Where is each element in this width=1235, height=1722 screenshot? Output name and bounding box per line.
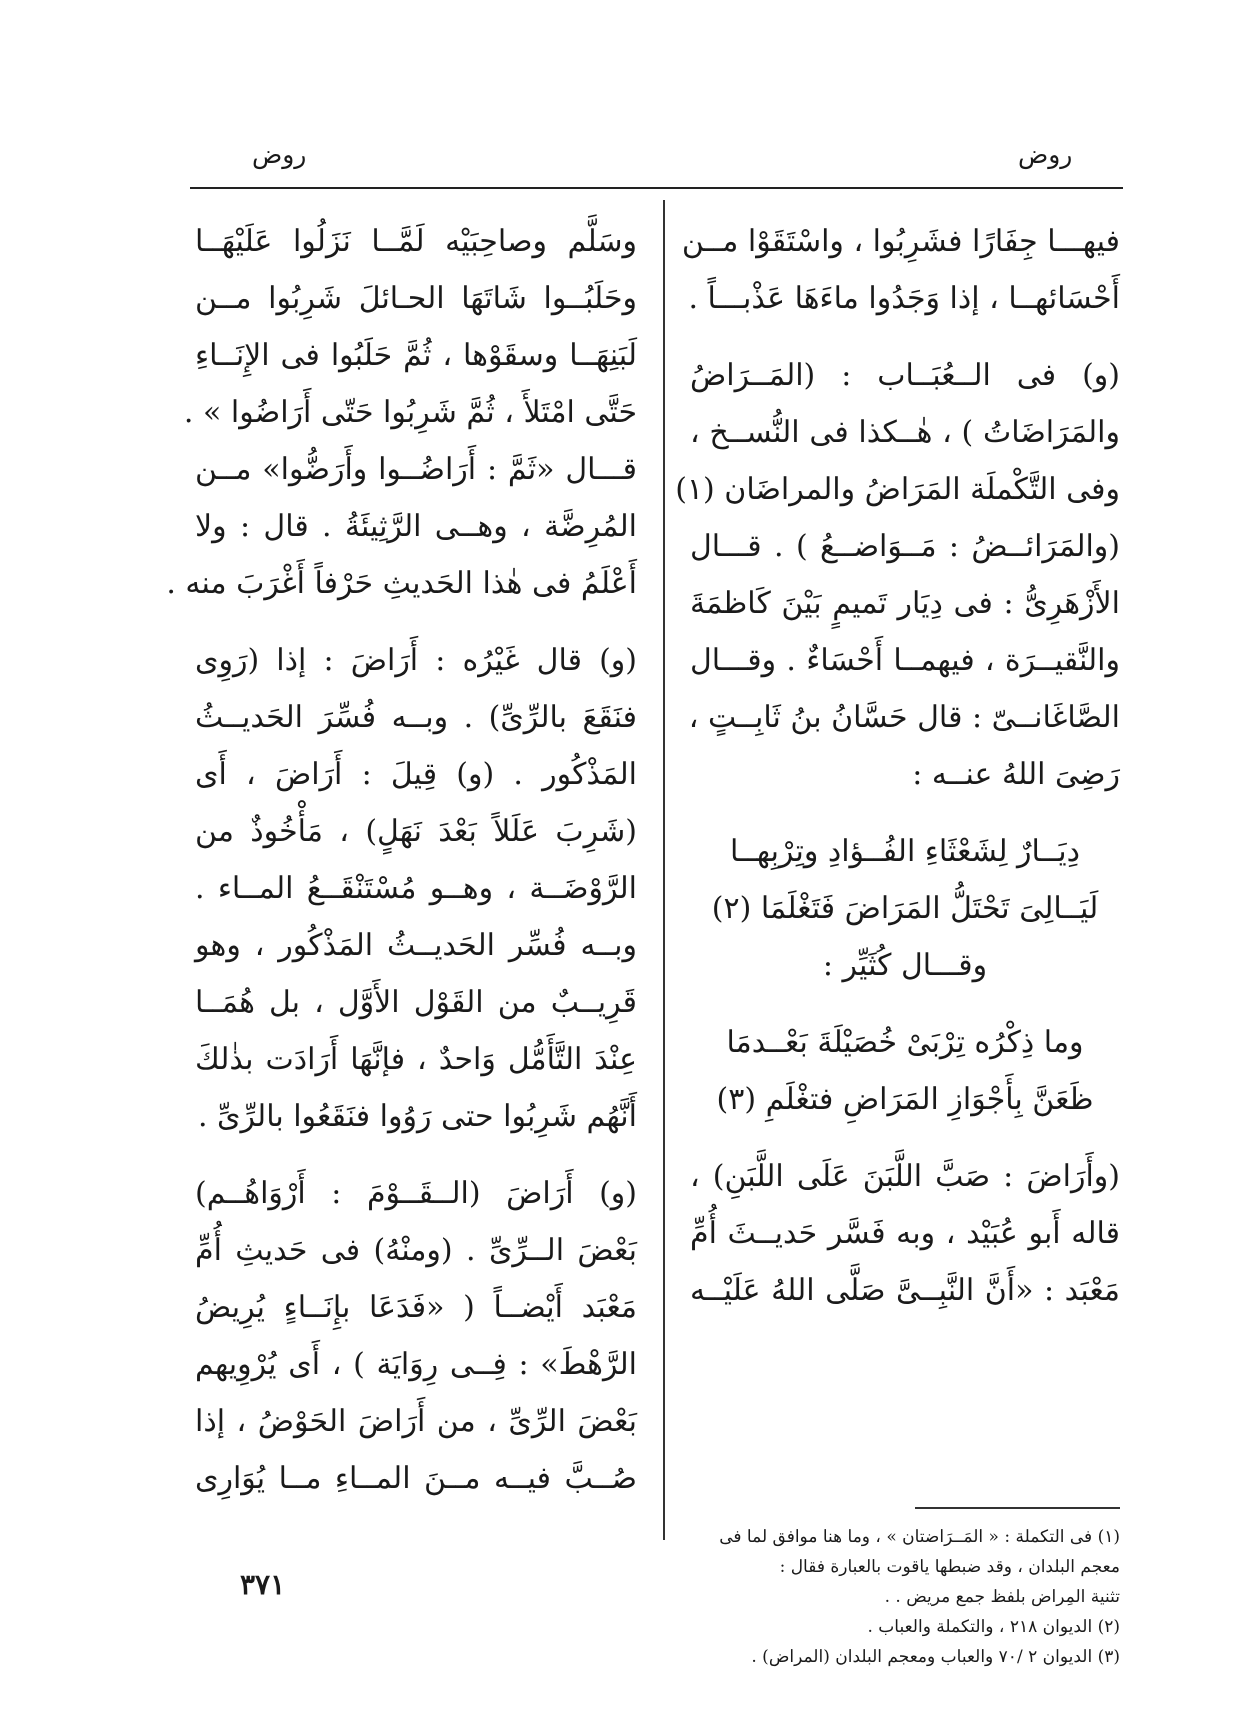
text-line: وحَلَبُــوا شَاتَهَا الحـائلَ شَرِبُوا مــن: [195, 281, 637, 316]
text-line: وسَلَّم وصاحِبَيْه لَمَّــا نَزَلُوا عَلَيْهَــا: [195, 224, 637, 259]
page-number: ٣٧١: [240, 1568, 286, 1601]
footnote-line: معجم البلدان ، وقد ضبطها ياقوت بالعبارة فقال :: [779, 1557, 1120, 1577]
footnotes: [690, 1522, 1120, 1672]
paragraph-gap: [690, 803, 1120, 823]
footnote-line: تثنية المِراض بلفظ جمع مريض . .: [884, 1587, 1120, 1607]
paragraph-gap: [690, 1128, 1120, 1148]
text-line: قَرِيــبٌ من القَوْل الأَوَّل ، بل هُمَــا: [195, 985, 637, 1020]
paragraph-gap: [690, 994, 1120, 1014]
text-line: فيهـــا جِفَارًا فشَرِبُوا ، واسْتَقَوْا مــن: [681, 224, 1120, 259]
text-line: والنَّقيــرَة ، فيهمــا أَحْسَاءٌ . وقـــال: [690, 643, 1120, 678]
text-line: الرَّهْطَ» : فِــى رِوَايَة ) ، أَى يُرْوِيهم: [195, 1347, 637, 1382]
text-line: والمَرَاضَاتُ ) ، هٰــكذا فى النُّســخ ،: [690, 415, 1120, 450]
left-column: [166, 213, 637, 1507]
text-line: بَعْضَ الــرِّىِّ . (ومنْهُ) فى حَديثِ أُمِّ: [195, 1233, 637, 1268]
paragraph-gap: [690, 327, 1120, 347]
text-line: الصَّاغَانــىّ : قال حَسَّانُ بنُ ثَابِــتٍ ،: [688, 700, 1120, 735]
text-line: (و) فى الــعُبَــاب : (المَــرَاضُ: [690, 358, 1120, 393]
footnote-line: (١) فى التكملة : « المَــرَاضتان » ، وما هنا موافق لما فى: [719, 1527, 1120, 1547]
text-line: (شَرِبَ عَلَلاً بَعْدَ نَهَلٍ) ، مَأْخُوذٌ من: [195, 814, 637, 849]
text-line: (و) قال غَيْرُه : أَرَاضَ : إذا (رَوِى: [195, 643, 637, 678]
text-line: قاله أَبو عُبَيْد ، وبه فَسَّر حَديــثَ أُمِّ: [690, 1216, 1120, 1251]
text-line: حَتَّى امْتَلأَ ، ثُمَّ شَرِبُوا حَتّى أَرَاضُوا » .: [183, 395, 637, 430]
text-line: أَنَّهُم شَرِبُوا حتى رَوُوا فنَقَعُوا بالرِّىِّ .: [197, 1099, 637, 1134]
text-line: مَعْبَد : «أَنَّ النَّبِــىَّ صَلَّى اللهُ عَلَيْــه: [690, 1273, 1120, 1308]
text-line: رَضِىَ اللهُ عنــه :: [912, 757, 1120, 792]
paragraph-gap: [195, 612, 637, 632]
text-line: صُــبَّ فيــه مــنَ المــاءِ مــا يُوَارِى: [195, 1461, 637, 1496]
text-line: لَبَنِهَــا وسقَوْها ، ثُمَّ حَلَبُوا فى الإِنَــاءِ: [195, 338, 637, 373]
text-line: المُرِضَّة ، وهــى الرَّثِيئَةُ . قال : ولا: [195, 509, 637, 544]
text-line: (و) أَرَاضَ (الــقَــوْمَ : أَرْوَاهُــم): [195, 1176, 637, 1211]
text-line: أَحْسَائهــا ، إذا وَجَدُوا ماءَهَا عَذْبـــاً .: [688, 281, 1120, 316]
poem-verse: وما ذِكْرُه تِرْبَىْ خُصَيْلَةَ بَعْــدمَا: [726, 1025, 1084, 1060]
footnote-line: (٣) الديوان ٢ /٧٠ والعباب ومعجم البلدان (المراض) .: [751, 1647, 1120, 1667]
poem-verse: لَيَــالِىَ تَحْتَلُّ المَرَاضَ فَتَغْلَمَا (٢): [711, 891, 1099, 926]
text-line: وبــه فُسِّر الحَديــثُ المَذْكُور ، وهو: [195, 928, 637, 963]
text-line: قـــال «ثَمَّ : أَرَاضُــوا وأَرَضُّوا» مــن: [195, 452, 637, 487]
text-line: وفى التَّكْملَة المَرَاضُ والمراضَان (١): [675, 472, 1120, 507]
header-word-right: روض: [1018, 140, 1073, 169]
poem-intro: وقـــال كُثَيِّر :: [822, 948, 988, 983]
column-divider: [663, 200, 665, 1540]
header-rule: [190, 187, 1123, 189]
text-line: (والمَرَائــضُ : مَــوَاضــعُ ) . قـــال: [690, 529, 1120, 564]
text-line: أَعْلَمُ فى هٰذا الحَديثِ حَرْفاً أَغْرَبَ منه .: [166, 566, 637, 601]
text-line: مَعْبَد أَيْضــاً ( «فَدَعَا بإِنَــاءٍ يُرِيضُ: [195, 1290, 637, 1325]
text-line: (وأَرَاضَ : صَبَّ اللَّبَنَ عَلَى اللَّبَنِ) ،: [690, 1159, 1120, 1194]
text-line: بَعْضَ الرِّىِّ ، من أَرَاضَ الحَوْضُ ، إذا: [195, 1404, 637, 1439]
footnote-rule: [915, 1507, 1120, 1509]
text-line: الرَّوْضَــة ، وهــو مُسْتَنْقَــعُ المــاء .: [195, 871, 637, 906]
header-word-left: روض: [252, 140, 307, 169]
paragraph-gap: [195, 1145, 637, 1165]
text-line: عِنْدَ التَّأَمُّل وَاحدٌ ، فإنَّهَا أَرَادَت بذٰلكَ: [195, 1042, 637, 1077]
text-line: الأَزْهَرِىُّ : فى دِيَار تَميمٍ بَيْنَ كَاظمَةَ: [690, 586, 1120, 621]
right-column: [675, 213, 1120, 1319]
poem-verse: ظَعَنَّ بِأَجْوَازِ المَرَاضِ فتغْلَمِ (٣): [716, 1082, 1094, 1117]
text-line: المَذْكُور . (و) قِيلَ : أَرَاضَ ، أَى: [195, 757, 637, 792]
text-line: فنَقَعَ بالرِّىِّ) . وبــه فُسِّرَ الحَديــثُ: [195, 700, 637, 735]
footnote-line: (٢) الديوان ٢١٨ ، والتكملة والعباب .: [867, 1617, 1120, 1637]
poem-verse: دِيَــارٌ لِشَعْثَاءِ الفُــؤادِ وتِرْبِهــا: [730, 834, 1080, 869]
